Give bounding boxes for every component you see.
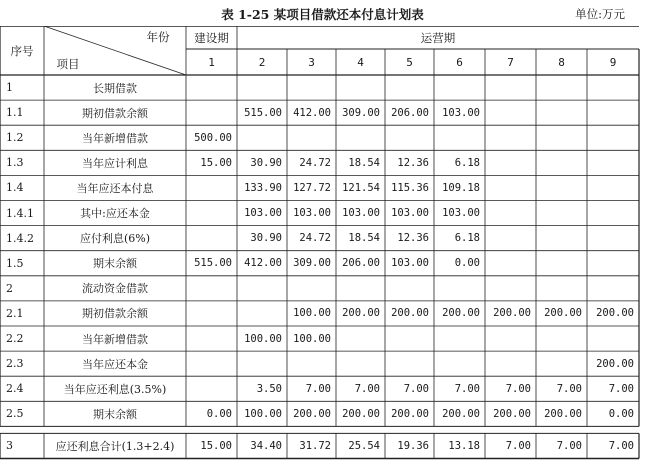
row-item-cell: 流动资金借款 (82, 282, 148, 296)
value-cell: 515.00 (194, 257, 232, 270)
value-cell: 103.00 (244, 207, 282, 220)
value-cell: 7.00 (608, 439, 634, 452)
value-cell: 103.00 (391, 207, 429, 220)
value-cell: 200.00 (596, 307, 634, 320)
row-number-cell: 1 (6, 81, 13, 95)
value-cell: 0.00 (206, 407, 232, 420)
value-cell (385, 326, 434, 351)
value-cell (587, 226, 639, 251)
value-cell: 309.00 (293, 257, 331, 270)
row-item-cell: 期末余额 (93, 407, 137, 421)
value-cell (536, 100, 587, 125)
value-cell: 3.50 (256, 382, 282, 395)
value-cell: 100.00 (293, 332, 331, 345)
value-cell (336, 276, 385, 301)
value-cell: 103.00 (293, 207, 331, 220)
header-year-cell: 2 (258, 55, 266, 69)
value-cell (287, 125, 336, 150)
header-no-label: 序号 (10, 43, 34, 58)
row-number-cell: 2.1 (6, 306, 24, 320)
value-cell (237, 125, 287, 150)
value-cell (587, 251, 639, 276)
value-cell: 7.00 (505, 382, 531, 395)
value-cell: 200.00 (493, 407, 531, 420)
value-cell (485, 226, 536, 251)
row-item-cell: 当年应还本付息 (76, 181, 154, 195)
row-item-cell: 其中:应还本金 (80, 207, 150, 221)
value-cell (536, 351, 587, 376)
value-cell: 206.00 (391, 106, 429, 119)
value-cell: 103.00 (442, 106, 480, 119)
value-cell (186, 75, 237, 100)
row-item-cell: 应还利息合计(1.3+2.4) (55, 439, 175, 453)
value-cell (237, 351, 287, 376)
value-cell (385, 351, 434, 376)
value-cell: 7.00 (305, 382, 331, 395)
row-item-cell: 应付利息(6%) (79, 232, 151, 246)
value-cell: 18.54 (348, 232, 380, 245)
value-cell: 34.40 (250, 439, 282, 452)
value-cell (485, 125, 536, 150)
value-cell: 7.00 (556, 382, 582, 395)
value-cell: 12.36 (397, 156, 429, 169)
row-number-cell: 1.2 (6, 131, 24, 145)
value-cell: 7.00 (608, 382, 634, 395)
value-cell (287, 75, 336, 100)
row-number-cell: 1.4.1 (6, 206, 34, 220)
value-cell (536, 326, 587, 351)
header-year-cell: 7 (507, 55, 514, 69)
value-cell: 309.00 (342, 106, 380, 119)
value-cell (385, 276, 434, 301)
row-item-cell: 期初借款余额 (82, 106, 148, 120)
value-cell (536, 226, 587, 251)
value-cell: 121.54 (342, 181, 380, 194)
value-cell (237, 276, 287, 301)
value-cell: 500.00 (194, 131, 232, 144)
value-cell (485, 201, 536, 226)
value-cell: 103.00 (342, 207, 380, 220)
value-cell (587, 150, 639, 175)
value-cell: 7.00 (505, 439, 531, 452)
header-construction-period: 建设期 (194, 30, 229, 45)
value-cell (385, 125, 434, 150)
value-cell (186, 351, 237, 376)
value-cell: 200.00 (442, 407, 480, 420)
value-cell (485, 351, 536, 376)
value-cell (587, 75, 639, 100)
value-cell (336, 351, 385, 376)
value-cell (536, 251, 587, 276)
row-number-cell: 2 (6, 281, 13, 295)
loan-repayment-table (0, 26, 645, 470)
value-cell: 200.00 (293, 407, 331, 420)
unit-label: 单位:万元 (575, 7, 625, 21)
row-number-cell: 1.5 (6, 256, 24, 270)
row-item-cell: 当年应计利息 (82, 156, 148, 170)
value-cell (485, 326, 536, 351)
value-cell (186, 175, 237, 200)
value-cell (186, 376, 237, 401)
value-cell (536, 175, 587, 200)
value-cell (485, 75, 536, 100)
value-cell (587, 326, 639, 351)
value-cell (485, 251, 536, 276)
value-cell: 200.00 (342, 407, 380, 420)
value-cell: 127.72 (293, 181, 331, 194)
row-item-cell: 当年应还利息(3.5%) (63, 382, 167, 396)
row-item-cell: 当年新增借款 (82, 131, 148, 145)
value-cell: 31.72 (299, 439, 331, 452)
value-cell (385, 75, 434, 100)
value-cell: 115.36 (391, 181, 429, 194)
value-cell (434, 276, 485, 301)
row-number-cell: 1.4.2 (6, 231, 34, 245)
value-cell (186, 326, 237, 351)
value-cell (186, 226, 237, 251)
title-row (0, 0, 645, 26)
value-cell (336, 125, 385, 150)
value-cell (485, 175, 536, 200)
value-cell: 7.00 (403, 382, 429, 395)
value-cell (434, 326, 485, 351)
value-cell (536, 201, 587, 226)
row-item-cell: 期初借款余额 (82, 307, 148, 321)
value-cell: 100.00 (244, 332, 282, 345)
value-cell: 200.00 (442, 307, 480, 320)
header-year-cell: 8 (558, 55, 565, 69)
value-cell: 412.00 (293, 106, 331, 119)
value-cell (587, 201, 639, 226)
header-item-label: 项目 (56, 57, 80, 71)
value-cell (186, 100, 237, 125)
value-cell: 6.18 (454, 156, 480, 169)
value-cell: 109.18 (442, 181, 480, 194)
value-cell: 103.00 (442, 207, 480, 220)
value-cell: 200.00 (544, 407, 582, 420)
value-cell: 0.00 (454, 257, 480, 270)
value-cell (536, 75, 587, 100)
value-cell: 25.54 (348, 439, 380, 452)
value-cell: 7.00 (454, 382, 480, 395)
value-cell (587, 125, 639, 150)
row-item-cell: 期末余额 (93, 257, 137, 271)
value-cell: 200.00 (342, 307, 380, 320)
header-operation-period: 运营期 (420, 30, 456, 45)
value-cell: 200.00 (544, 307, 582, 320)
value-cell (186, 301, 237, 326)
value-cell (485, 150, 536, 175)
value-cell: 100.00 (244, 407, 282, 420)
value-cell: 12.36 (397, 232, 429, 245)
row-item-cell: 当年新增借款 (82, 332, 148, 346)
value-cell: 133.90 (244, 181, 282, 194)
row-number-cell: 3 (6, 439, 13, 453)
row-number-cell: 1.1 (6, 106, 24, 120)
value-cell (287, 276, 336, 301)
value-cell: 30.90 (250, 232, 282, 245)
value-cell (186, 201, 237, 226)
header-year-cell: 6 (456, 55, 463, 69)
value-cell: 24.72 (299, 156, 331, 169)
value-cell (587, 175, 639, 200)
value-cell (434, 75, 485, 100)
value-cell: 200.00 (493, 307, 531, 320)
value-cell: 200.00 (391, 307, 429, 320)
value-cell: 15.00 (200, 156, 232, 169)
value-cell (336, 75, 385, 100)
header-year-cell: 3 (308, 55, 315, 69)
value-cell (587, 276, 639, 301)
value-cell: 7.00 (354, 382, 380, 395)
value-cell (186, 276, 237, 301)
value-cell (434, 351, 485, 376)
value-cell (536, 150, 587, 175)
value-cell (434, 125, 485, 150)
value-cell: 7.00 (556, 439, 582, 452)
header-year-cell: 1 (208, 55, 215, 69)
value-cell (237, 301, 287, 326)
row-number-cell: 2.3 (6, 357, 24, 371)
table-title: 表 1-25 某项目借款还本付息计划表 (221, 7, 424, 22)
row-item-cell: 当年应还本金 (82, 357, 148, 371)
value-cell (237, 75, 287, 100)
row-item-cell: 长期借款 (93, 81, 137, 95)
value-cell (536, 125, 587, 150)
header-year-cell: 5 (406, 55, 413, 69)
row-number-cell: 2.4 (6, 382, 24, 396)
value-cell: 412.00 (244, 257, 282, 270)
row-number-cell: 2.2 (6, 332, 24, 346)
value-cell: 15.00 (200, 439, 232, 452)
header-year-label: 年份 (146, 30, 170, 44)
row-number-cell: 1.3 (6, 156, 24, 170)
value-cell: 19.36 (397, 439, 429, 452)
value-cell: 24.72 (299, 232, 331, 245)
row-number-cell: 1.4 (6, 181, 24, 195)
value-cell: 30.90 (250, 156, 282, 169)
value-cell (287, 351, 336, 376)
value-cell: 100.00 (293, 307, 331, 320)
value-cell (587, 100, 639, 125)
value-cell (485, 276, 536, 301)
value-cell: 515.00 (244, 106, 282, 119)
value-cell (536, 276, 587, 301)
row-number-cell: 2.5 (6, 407, 24, 421)
value-cell (485, 100, 536, 125)
value-cell: 200.00 (596, 357, 634, 370)
header-year-cell: 4 (357, 55, 364, 69)
value-cell: 0.00 (608, 407, 634, 420)
value-cell: 6.18 (454, 232, 480, 245)
value-cell (336, 326, 385, 351)
value-cell: 18.54 (348, 156, 380, 169)
value-cell: 206.00 (342, 257, 380, 270)
value-cell: 200.00 (391, 407, 429, 420)
value-cell: 13.18 (448, 439, 480, 452)
value-cell: 103.00 (391, 257, 429, 270)
header-year-cell: 9 (609, 55, 617, 69)
